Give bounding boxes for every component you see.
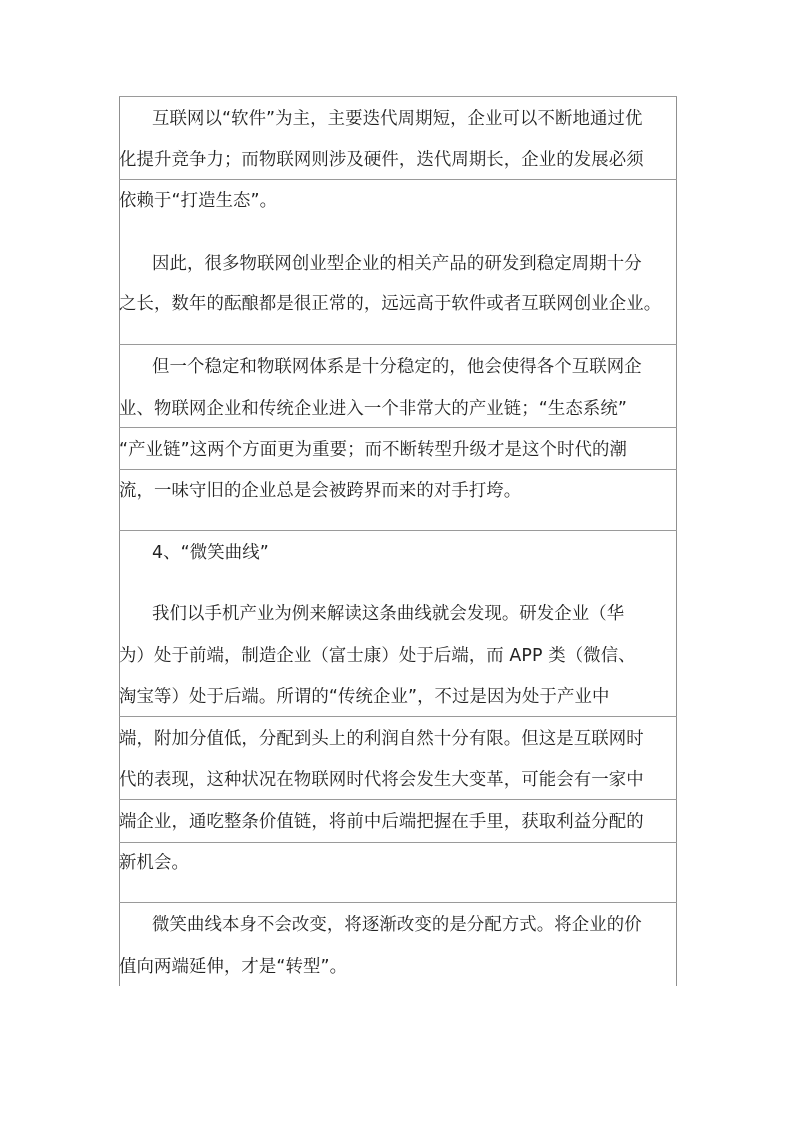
text-line: 互联网以“软件”为主，主要迭代周期短，企业可以不断地通过优: [152, 109, 643, 129]
table-rule: [119, 530, 677, 531]
table-rule: [119, 344, 677, 345]
table-rule: [119, 469, 677, 470]
text-line: 但一个稳定和物联网体系是十分稳定的，他会使得各个互联网企: [152, 357, 642, 377]
table-rule: [119, 799, 677, 800]
table-rule: [119, 842, 677, 843]
table-rule: [119, 902, 677, 903]
text-line: 代的表现，这种状况在物联网时代将会发生大变革，可能会有一家中: [119, 770, 644, 790]
text-line: 之长，数年的酝酿都是很正常的，远远高于软件或者互联网创业企业。: [119, 294, 662, 314]
text-line: 我们以手机产业为例来解读这条曲线就会发现。研发企业（华: [152, 604, 625, 624]
text-line: 依赖于“打造生态”。: [119, 191, 278, 211]
table-rule: [119, 716, 677, 717]
text-line: 端，附加分值低，分配到头上的利润自然十分有限。但这是互联网时: [119, 729, 644, 749]
text-line: 端企业，通吃整条价值链，将前中后端把握在手里，获取利益分配的: [119, 812, 644, 832]
text-line: 化提升竞争力；而物联网则涉及硬件，迭代周期长，企业的发展必须: [119, 150, 644, 170]
text-line: 因此，很多物联网创业型企业的相关产品的研发到稳定周期十分: [152, 254, 642, 274]
text-line: 新机会。: [119, 853, 189, 873]
table-rule: [119, 96, 677, 97]
section-heading: 4、“微笑曲线”: [152, 543, 269, 563]
text-line: 流，一味守旧的企业总是会被跨界而来的对手打垮。: [119, 481, 522, 501]
text-line: 为）处于前端，制造企业（富士康）处于后端，而 APP 类（微信、: [119, 646, 636, 666]
text-line: 值向两端延伸，才是“转型”。: [119, 957, 348, 977]
text-line: 业、物联网企业和传统企业进入一个非常大的产业链；“生态系统”: [119, 399, 627, 419]
table-rule: [119, 427, 677, 428]
table-rule: [119, 179, 677, 180]
text-line: 淘宝等）处于后端。所谓的“传统企业”，不过是因为处于产业中: [119, 687, 610, 707]
text-line: “产业链”这两个方面更为重要；而不断转型升级才是这个时代的潮: [119, 440, 627, 460]
text-line: 微笑曲线本身不会改变，将逐渐改变的是分配方式。将企业的价: [152, 915, 642, 935]
